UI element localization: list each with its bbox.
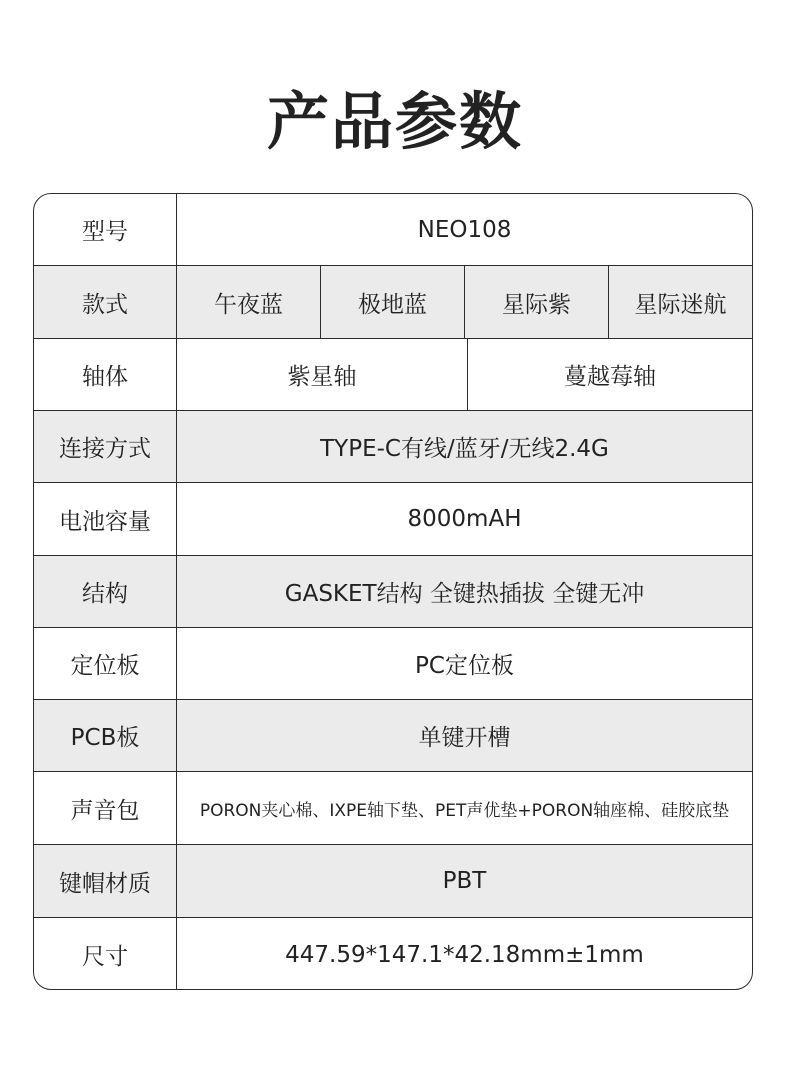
spec-label: 型号 [34,194,177,265]
spec-label: 尺寸 [34,918,177,990]
spec-label: 定位板 [34,628,177,699]
spec-value: 蔓越莓轴 [467,339,752,410]
spec-value: 星际紫 [464,266,608,338]
spec-value: 单键开槽 [418,725,511,751]
spec-row-structure [34,556,752,628]
spec-value: NEO108 [417,216,512,243]
spec-value: GASKET结构 全键热插拔 全键无冲 [284,581,645,607]
page-title: 产品参数 [266,85,523,158]
spec-value: 紫星轴 [287,364,357,390]
spec-label: PCB板 [34,700,177,771]
spec-row-pcb [34,700,752,772]
spec-label: 键帽材质 [34,845,177,917]
spec-value: TYPE-C有线/蓝牙/无线2.4G [320,436,609,462]
spec-label: 结构 [34,556,177,627]
spec-table [33,193,753,990]
spec-label: 连接方式 [34,411,177,482]
spec-value: 8000mAH [407,506,522,532]
spec-value: 午夜蓝 [214,291,283,318]
spec-value: PORON夹心棉、IXPE轴下垫、PET声优垫+PORON轴座棉、硅胶底垫 [199,800,730,821]
spec-value: 447.59*147.1*42.18mm±1mm [285,941,644,968]
spec-row-sound-pack [34,772,752,845]
spec-row-style [34,266,752,339]
spec-label: 声音包 [34,772,177,844]
spec-value: PBT [442,868,487,894]
spec-row-battery [34,483,752,556]
spec-row-connection [34,411,752,483]
spec-value: 极地蓝 [320,266,464,338]
spec-row-plate [34,628,752,700]
spec-row-switch [34,339,752,411]
spec-label: 款式 [34,266,177,338]
spec-label: 电池容量 [34,483,177,555]
spec-row-keycap [34,845,752,918]
spec-label: 轴体 [34,339,177,410]
spec-value: 星际迷航 [608,266,752,338]
spec-row-model [34,194,752,266]
spec-value: PC定位板 [415,653,514,679]
spec-row-dimensions [34,918,752,990]
